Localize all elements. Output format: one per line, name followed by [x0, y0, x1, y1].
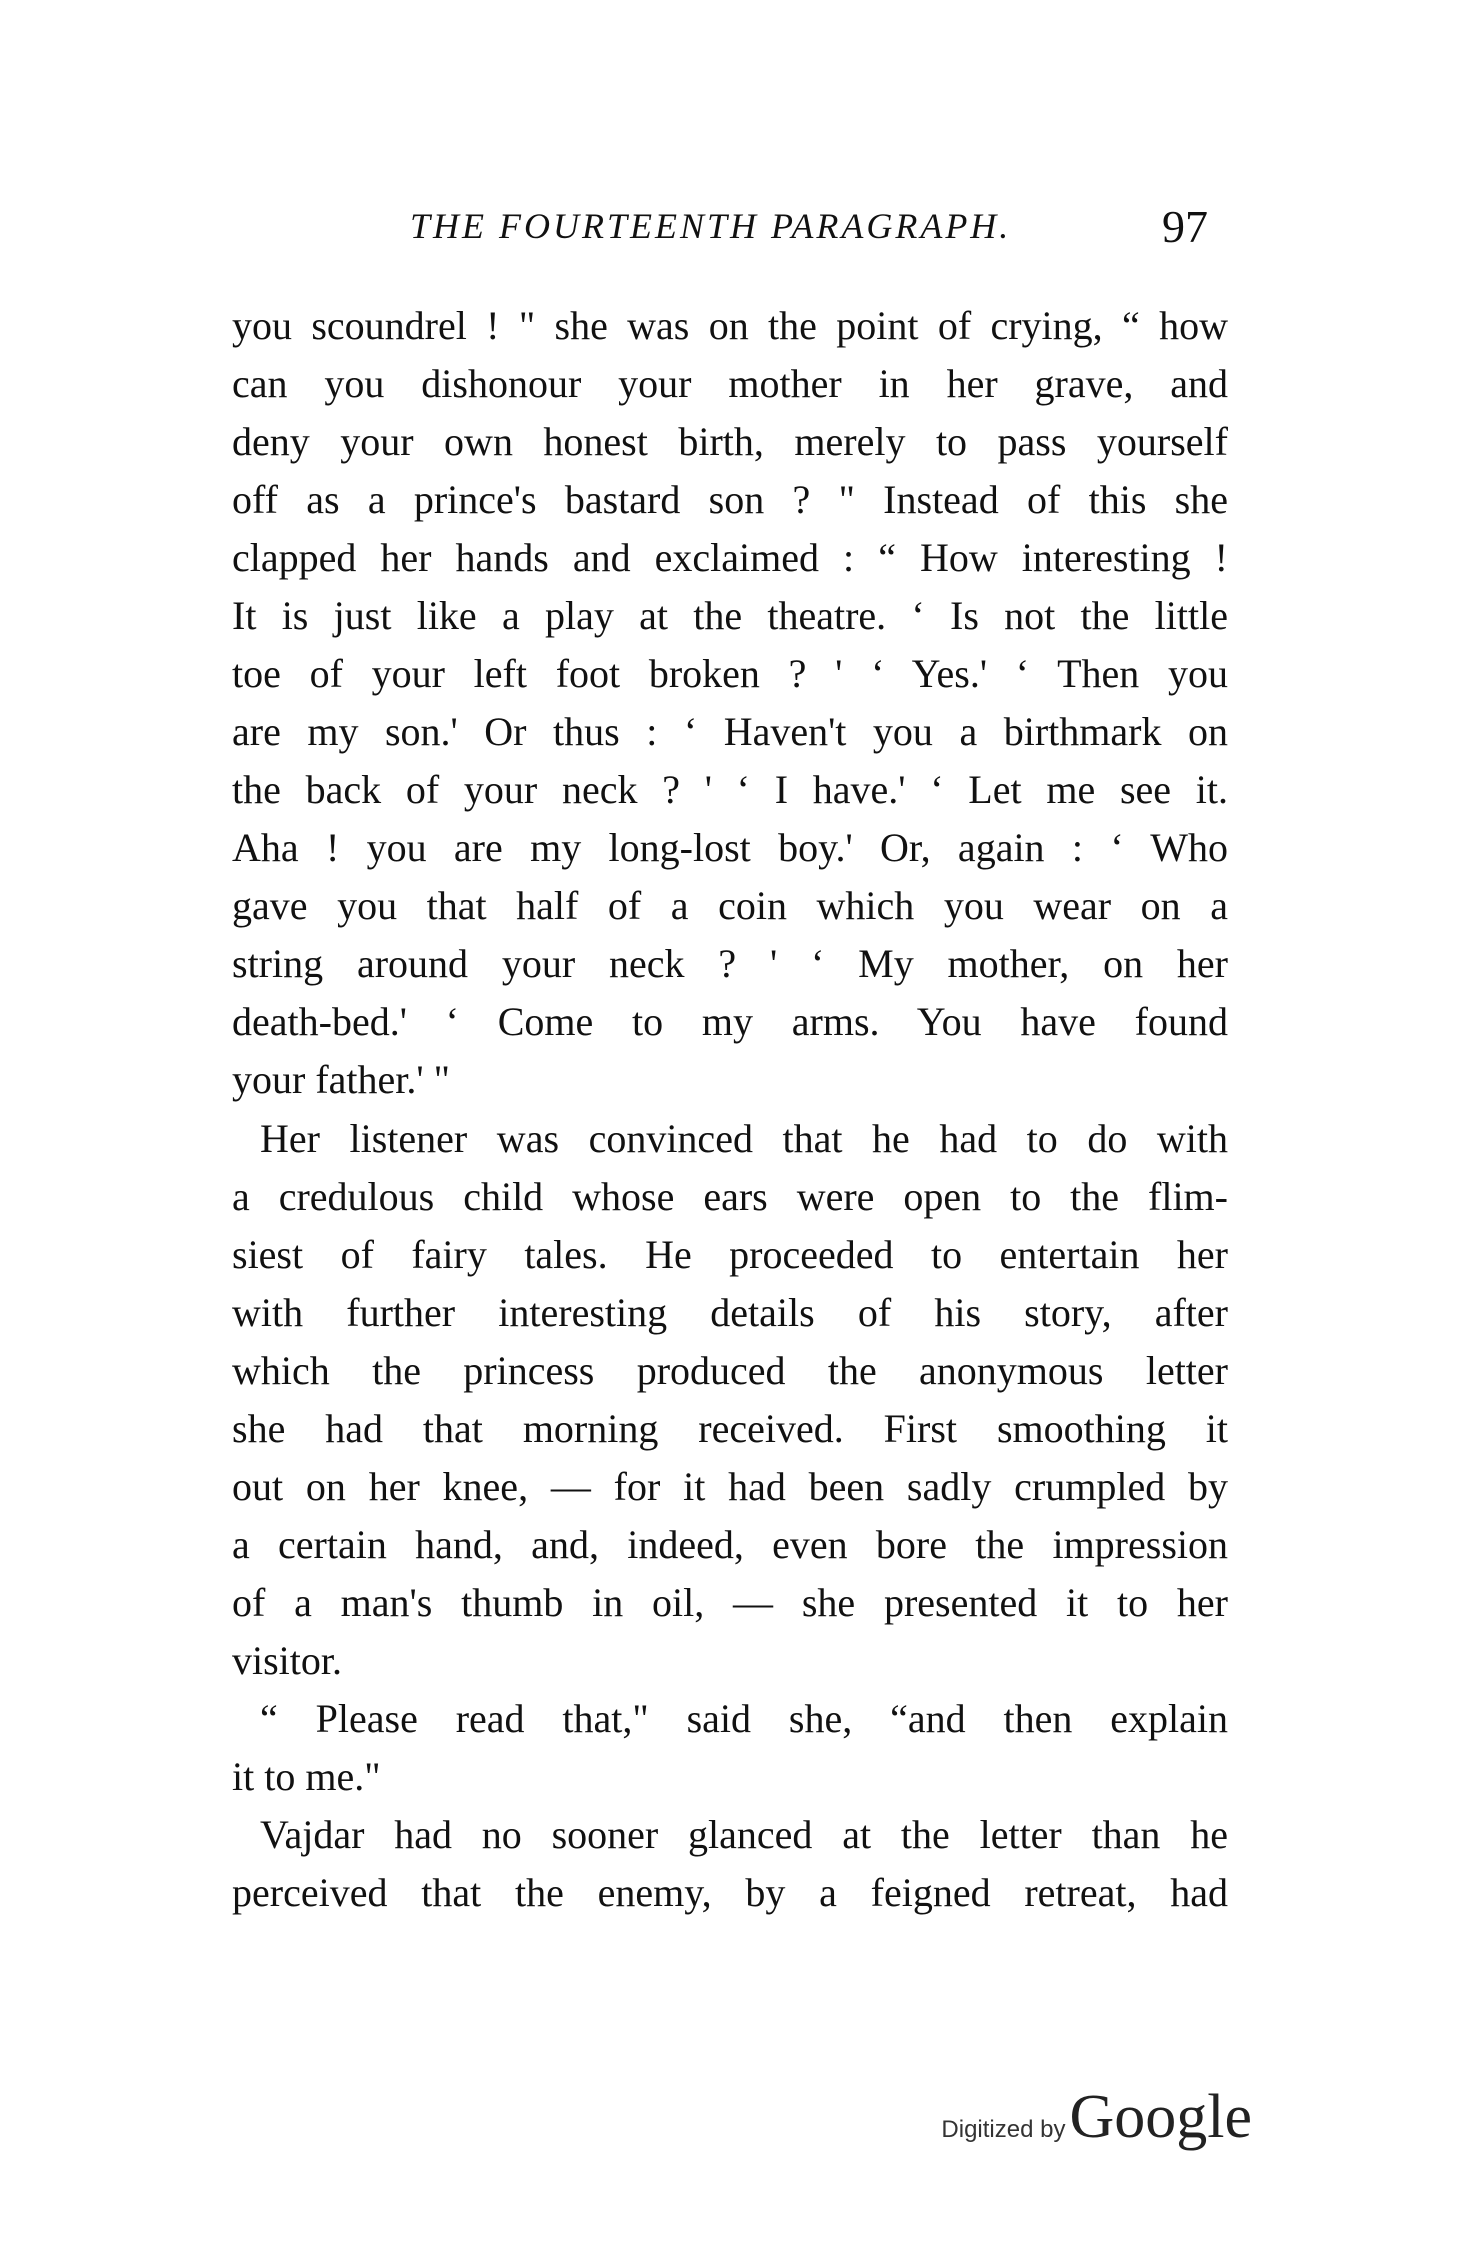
text-line: string around your neck ? ' ‘ My mother, on her [232, 941, 1228, 986]
text-line: It is just like a play at the theatre. ‘ Is not the little [232, 593, 1228, 638]
text-line: can you dishonour your mother in her grave, and [232, 361, 1228, 406]
text-line: the back of your neck ? ' ‘ I have.' ‘ Let me see it. [232, 767, 1228, 812]
text-line: it to me." [232, 1754, 381, 1799]
text-line: deny your own honest birth, merely to pass yourself [232, 419, 1228, 464]
text-line: “ Please read that," said she, “and then explain [260, 1696, 1228, 1741]
text-line: out on her knee, — for it had been sadly crumpled by [232, 1464, 1228, 1509]
text-line: which the princess produced the anonymous letter [232, 1348, 1228, 1393]
text-line: a certain hand, and, indeed, even bore the impression [232, 1522, 1228, 1567]
text-line: Her listener was convinced that he had to do with [260, 1116, 1228, 1161]
text-line: toe of your left foot broken ? ' ‘ Yes.' ‘ Then you [232, 651, 1228, 696]
text-line: are my son.' Or thus : ‘ Haven't you a birthmark on [232, 709, 1228, 754]
text-line: you scoundrel ! " she was on the point of crying, “ how [232, 303, 1228, 348]
digitized-label: Digitized by [941, 2116, 1066, 2143]
text-line: Vajdar had no sooner glanced at the letter than he [260, 1812, 1228, 1857]
text-line: siest of fairy tales. He proceeded to entertain her [232, 1232, 1228, 1277]
text-line: off as a prince's bastard son ? " Instead of this she [232, 477, 1228, 522]
text-line: perceived that the enemy, by a feigned retreat, had [232, 1870, 1228, 1915]
text-line: gave you that half of a coin which you wear on a [232, 883, 1228, 928]
text-line: a credulous child whose ears were open to the flim- [232, 1174, 1228, 1219]
text-line: death-bed.' ‘ Come to my arms. You have found [232, 999, 1228, 1044]
text-line: of a man's thumb in oil, — she presented it to her [232, 1580, 1228, 1625]
text-line: your father.' " [232, 1057, 450, 1102]
text-line: she had that morning received. First smoothing it [232, 1406, 1228, 1451]
running-title: THE FOURTEENTH PARAGRAPH. [410, 206, 1012, 246]
digitized-by-watermark [941, 2082, 1252, 2153]
text-line: visitor. [232, 1638, 343, 1683]
text-line: Aha ! you are my long-lost boy.' Or, again : ‘ Who [232, 825, 1228, 870]
google-logo: Google [1069, 2083, 1252, 2151]
page-number: 97 [1162, 201, 1208, 252]
text-line: clapped her hands and exclaimed : “ How interesting ! [232, 535, 1228, 580]
text-line: with further interesting details of his story, after [232, 1290, 1228, 1335]
